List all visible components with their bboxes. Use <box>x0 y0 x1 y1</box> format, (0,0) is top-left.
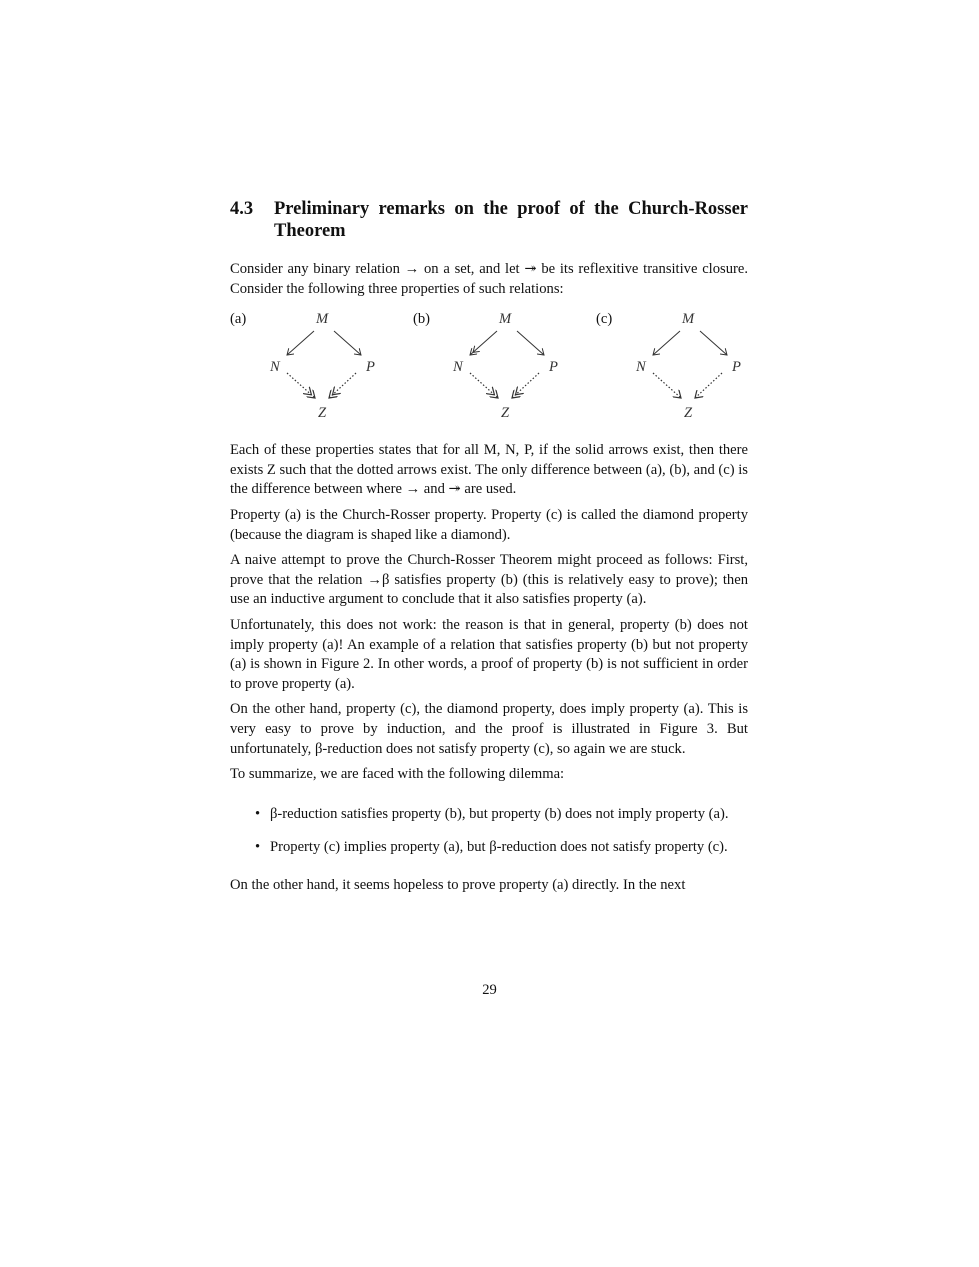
paragraph-hopeless: On the other hand, it seems hopeless to prove property (a) directly. In the next <box>230 876 686 893</box>
paragraph-summarize: To summarize, we are faced with the following dilemma: <box>230 766 565 783</box>
arrow-p-to-z <box>512 373 539 398</box>
node-z: Z <box>318 405 327 422</box>
list-item <box>230 805 748 825</box>
intro-paragraph: Consider any binary relation → on a set, and let ↠ be its reflexitive transitive closure. Consider the following three properties of such relations: <box>230 261 748 297</box>
arrow-p-to-z <box>329 373 356 398</box>
paragraph-diamond: On the other hand, property (c), the diamond property, does imply property (a). This is very easy to prove by induction, and the proof is illustrated in Figure 3. But unfortunately, β-reduction does not satisfy property (c), so again we are stuck. <box>230 701 748 757</box>
arrow-n-to-z <box>470 373 498 398</box>
paragraph-unfortunately: Unfortunately, this does not work: the reason is that in general, property (b) does not imply property (a)! An example of a relation that satisfies property (b) but not property (a) is shown in Figure 2. In other words, a proof of property (b) is not sufficient in order to prove property (a). <box>230 616 748 692</box>
diagram-label: (c) <box>596 311 613 328</box>
list-item-text: Property (c) implies property (a), but β-reduction does not satisfy property (c). <box>270 839 728 856</box>
section-title: Preliminary remarks on the proof of the Church-Rosser Theorem <box>274 199 748 241</box>
diagrams-row <box>230 311 748 429</box>
page-number: 29 <box>482 982 497 998</box>
node-m: M <box>682 311 695 328</box>
node-p: P <box>732 359 741 376</box>
node-n: N <box>636 359 646 376</box>
arrow-m-to-n <box>470 331 497 355</box>
list-item <box>230 838 748 858</box>
node-z: Z <box>684 405 693 422</box>
node-m: M <box>316 311 329 328</box>
list-item-text: β-reduction satisfies property (b), but property (b) does not imply property (a). <box>270 805 729 822</box>
node-p: P <box>549 359 558 376</box>
section-number: 4.3 <box>230 199 254 219</box>
arrow-p-to-z <box>695 373 722 398</box>
arrow-m-to-n <box>287 331 314 355</box>
node-m: M <box>499 311 512 328</box>
arrow-m-to-n <box>653 331 680 355</box>
arrow-n-to-z <box>287 373 315 398</box>
node-z: Z <box>501 405 510 422</box>
node-n: N <box>453 359 463 376</box>
bullet-icon: • <box>255 839 261 856</box>
diagram-a <box>230 311 400 429</box>
arrow-m-to-p <box>517 331 544 355</box>
node-p: P <box>366 359 375 376</box>
diagram-label: (b) <box>413 311 431 328</box>
diagram-label: (a) <box>230 311 247 328</box>
paragraph-naive-attempt: A naive attempt to prove the Church-Rosser Theorem might proceed as follows: First, prove that the relation →β satisfies property (b) (this is relatively easy to prove); then use an inductive argument to conclude that it also satisfies property (a). <box>230 552 748 608</box>
bullet-icon: • <box>255 805 261 822</box>
arrow-m-to-p <box>700 331 727 355</box>
node-n: N <box>270 359 280 376</box>
diagram-c <box>596 311 766 429</box>
page-content <box>230 198 748 895</box>
paragraph-properties: Each of these properties states that for all M, N, P, if the solid arrows exist, then there exists Z such that the dotted arrows exist. The only difference between (a), (b), and (c) is the difference between where → and ↠ are used. <box>230 442 748 498</box>
arrow-n-to-z <box>653 373 681 398</box>
arrow-m-to-p <box>334 331 361 355</box>
dilemma-list <box>230 805 748 858</box>
section-heading <box>230 198 748 242</box>
diagram-b <box>413 311 583 429</box>
paragraph-church-rosser: Property (a) is the Church-Rosser property. Property (c) is called the diamond property (because the diagram is shaped like a diamond). <box>230 506 748 543</box>
